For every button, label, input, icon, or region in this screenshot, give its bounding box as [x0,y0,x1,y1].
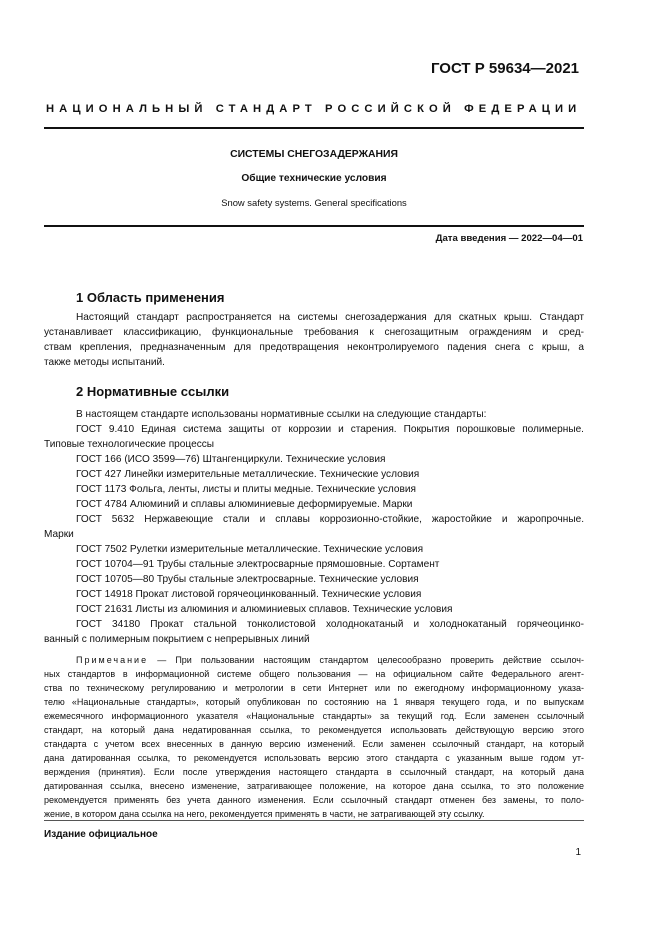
note-line: телю «Национальные стандарты», который опубликован по состоянию на 1 января текущего года, и по выпускам [44,697,584,707]
section-2-heading: 2 Нормативные ссылки [76,384,230,399]
note-line: ных стандартов в информационной системе общего пользования — на официальном сайте Федерального агент- [44,669,584,679]
reference-item: ГОСТ 7502 Рулетки измерительные металлические. Технические условия [76,544,424,555]
note-line: ства по техническому регулированию и метрологии в сети Интернет или по ежегодному информационному указа- [44,683,584,693]
note-line: дана датированная ссылка, то рекомендуется использовать версию этого стандарта с указанным выше годом ут- [44,753,584,763]
section-1-line: также методы испытаний. [44,357,165,368]
page-number: 1 [575,847,581,858]
note-first-line [76,653,584,667]
note-line: ежемесячного информационного указателя «Национальные стандарты» за текущий год. Если заменен ссылочный [44,711,584,721]
note-label: Примечание [76,655,149,665]
document-code: ГОСТ Р 59634—2021 [430,60,579,77]
note-line: датированная ссылка, внесено изменение, затрагивающее положение, на которое дана ссылка, то это положение [44,781,584,791]
reference-item: ГОСТ 9.410 Единая система защиты от коррозии и старения. Покрытия порошковые полимерные. [76,424,584,435]
note-line: стандарта с учетом всех внесенных в данную версию изменений. Если заменен ссылочный стандарт, на который [44,739,584,749]
reference-item: Типовые технологические процессы [44,439,215,450]
reference-item: ГОСТ 10704—91 Трубы стальные электросварные прямошовные. Сортамент [76,559,440,570]
section-1-line: Настоящий стандарт распространяется на системы снегозадержания для скатных крыш. Стандарт [76,312,584,323]
official-edition-label: Издание официальное [44,829,158,840]
title-divider [44,225,584,227]
reference-item: ГОСТ 4784 Алюминий и сплавы алюминиевые деформируемые. Марки [76,499,413,510]
reference-item: Марки [44,529,74,540]
top-divider [44,127,584,129]
reference-item: ГОСТ 10705—80 Трубы стальные электросварные. Технические условия [76,574,419,585]
note-line: жение, в котором дана ссылка на него, рекомендуется применять в части, не затрагивающей эту ссылку. [44,809,485,819]
section-1-line: устанавливает классификацию, функциональные требования к снегозащитным ограждениям и сред- [44,327,584,338]
section-2-line: В настоящем стандарте использованы нормативные ссылки на следующие стандарты: [76,409,487,420]
note-line: верждения (принятия). Если после утверждения настоящего стандарта в ссылочный стандарт, на который дана [44,767,584,777]
reference-item: ГОСТ 34180 Прокат стальной тонколистовой холоднокатаный и холоднокатаный горячеоцинко- [76,619,584,630]
section-1-heading: 1 Область применения [76,290,225,305]
national-standard-title: НАЦИОНАЛЬНЫЙ СТАНДАРТ РОССИЙСКОЙ ФЕДЕРАЦИИ [46,103,582,115]
note-line: рекомендуется применять без учета данного изменения. Если ссылочный стандарт отменен без замены, то поло- [44,795,584,805]
standard-subtitle: Общие технические условия [241,173,387,184]
introduction-date: Дата введения — 2022—04—01 [435,233,583,244]
reference-item: ГОСТ 1173 Фольга, ленты, листы и плиты медные. Технические условия [76,484,416,495]
note-line: стандарт, на который дана недатированная ссылка, то рекомендуется использовать действующую версию этого [44,725,584,735]
reference-item: ГОСТ 14918 Прокат листовой горячеоцинкованный. Технические условия [76,589,422,600]
reference-item: ГОСТ 5632 Нержавеющие стали и сплавы коррозионно-стойкие, жаростойкие и жаропрочные. [76,514,584,525]
reference-item: ГОСТ 166 (ИСО 3599—76) Штангенциркули. Технические условия [76,454,386,465]
reference-item: ГОСТ 21631 Листы из алюминия и алюминиевых сплавов. Технические условия [76,604,453,615]
reference-item: ванный с полимерным покрытием с непрерывных линий [44,634,310,645]
standard-title: СИСТЕМЫ СНЕГОЗАДЕРЖАНИЯ [230,149,398,160]
standard-title-english: Snow safety systems. General specifications [221,197,407,208]
note-first-line-text: — При пользовании настоящим стандартом целесообразно проверить действие ссылоч- [148,655,584,665]
footer-divider [44,820,584,821]
section-1-line: ствам крепления, предназначенным для предотвращения неконтролируемого падения снега с крыш, а [44,342,584,353]
reference-item: ГОСТ 427 Линейки измерительные металлические. Технические условия [76,469,420,480]
